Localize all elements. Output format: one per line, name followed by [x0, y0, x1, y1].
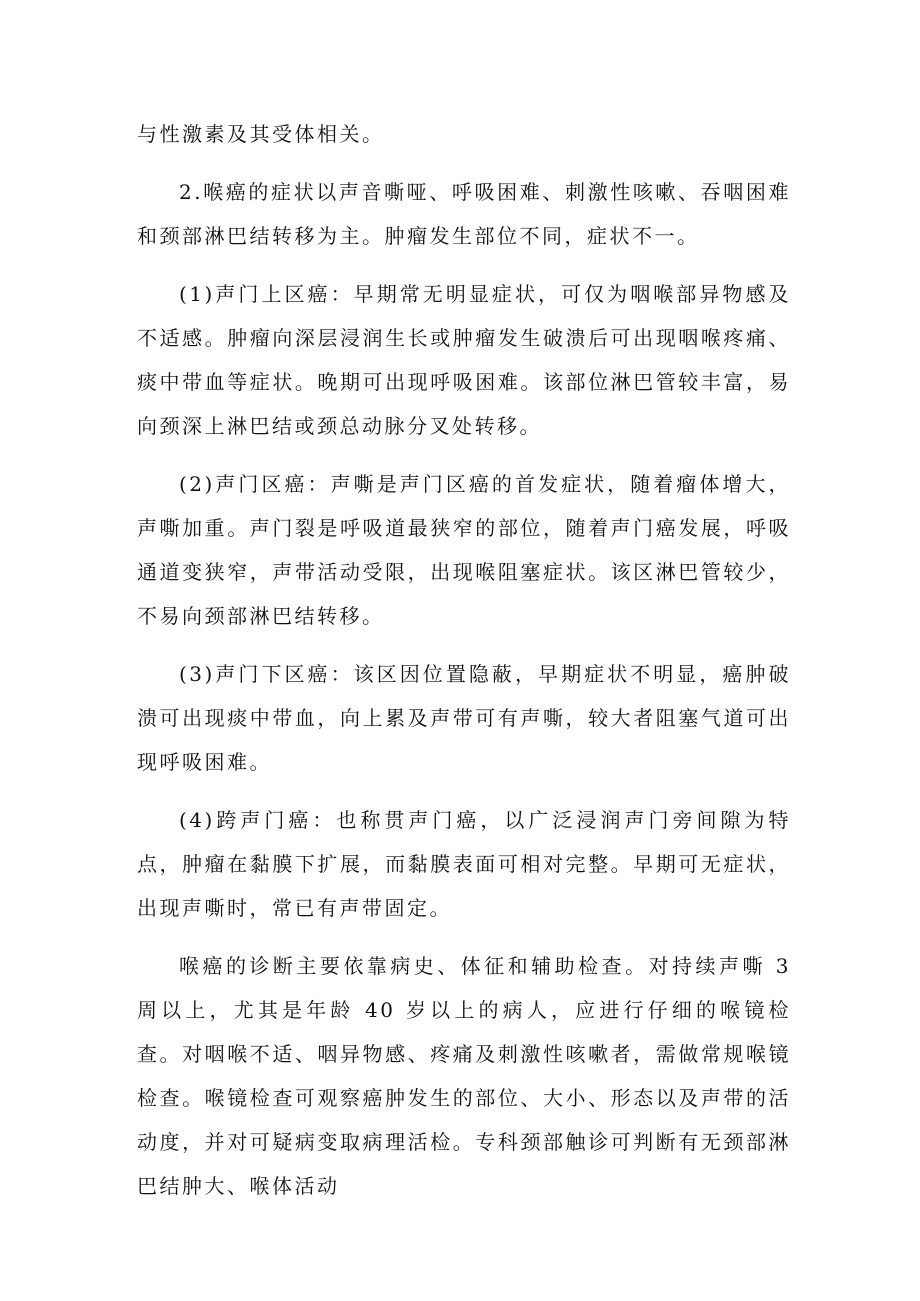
paragraph-transglottic: (4)跨声门癌：也称贯声门癌，以广泛浸润声门旁间隙为特点，肿瘤在黏膜下扩展，而黏膜表面可相对完整。早期可无症状，出现声嘶时，常已有声带固定。: [137, 808, 791, 920]
paragraph-subglottic: (3)声门下区癌：该区因位置隐蔽，早期症状不明显，癌肿破溃可出现痰中带血，向上累及声带可有声嘶，较大者阻塞气道可出现呼吸困难。: [137, 662, 791, 774]
paragraph-glottic: (2)声门区癌：声嘶是声门区癌的首发症状，随着瘤体增大，声嘶加重。声门裂是呼吸道最狭窄的部位，随着声门癌发展，呼吸通道变狭窄，声带活动受限，出现喉阻塞症状。该区淋巴管较少，不易向颈部淋巴结转移。: [137, 472, 791, 628]
paragraph-supraglottic: (1)声门上区癌：早期常无明显症状，可仅为咽喉部异物感及不适感。肿瘤向深层浸润生长或肿瘤发生破溃后可出现咽喉疼痛、痰中带血等症状。晚期可出现呼吸困难。该部位淋巴管较丰富，易向颈深上淋巴结或颈总动脉分叉处转移。: [137, 282, 791, 438]
document-body: [137, 112, 791, 1222]
paragraph-symptoms-intro: 2.喉癌的症状以声音嘶哑、呼吸困难、刺激性咳嗽、吞咽困难和颈部淋巴结转移为主。肿瘤发生部位不同，症状不一。: [137, 180, 791, 248]
paragraph-continuation: 与性激素及其受体相关。: [137, 122, 385, 146]
paragraph-diagnosis: 喉癌的诊断主要依靠病史、体征和辅助检查。对持续声嘶 3 周以上，尤其是年龄 40 岁以上的病人，应进行仔细的喉镜检查。对咽喉不适、咽异物感、疼痛及刺激性咳嗽者，需做常规喉镜检查。喉镜检查可观察癌肿发生的部位、大小、形态以及声带的活动度，并对可疑病变取病理活检。专科颈部触诊可判断有无颈部淋巴结肿大、喉体活动: [137, 954, 791, 1198]
